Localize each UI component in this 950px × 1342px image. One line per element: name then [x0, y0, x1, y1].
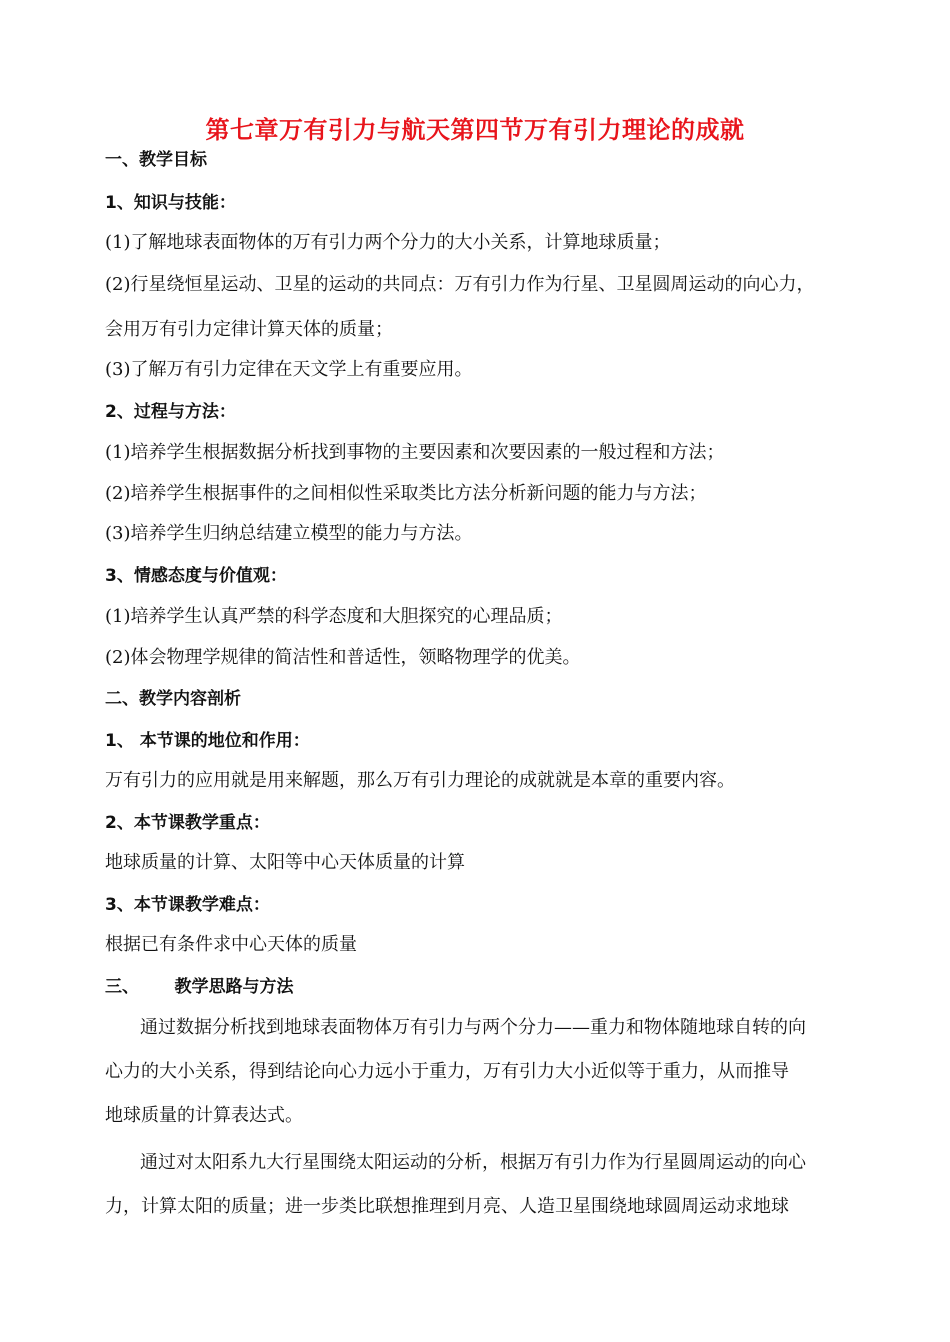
page-title: 第七章万有引力与航天第四节万有引力理论的成就 — [205, 116, 745, 144]
subheading-role: 1、 本节课的地位和作用： — [105, 731, 310, 751]
paragraph-line: (2)行星绕恒星运动、卫星的运动的共同点：万有引力作为行星、卫星圆周运动的向心力， — [105, 274, 815, 295]
paragraph-line: 会用万有引力定律计算天体的质量； — [105, 319, 393, 340]
paragraph-line: 根据已有条件求中心天体的质量 — [105, 934, 357, 955]
subheading-process: 2、过程与方法： — [105, 402, 236, 422]
paragraph-line: (2)体会物理学规律的简洁性和普适性，领略物理学的优美。 — [105, 647, 581, 668]
paragraph-line: (1)了解地球表面物体的万有引力两个分力的大小关系，计算地球质量； — [105, 232, 671, 253]
subheading-key-points: 2、本节课教学重点： — [105, 813, 270, 833]
paragraph-line: 力，计算太阳的质量；进一步类比联想推理到月亮、人造卫星围绕地球圆周运动求地球 — [105, 1196, 789, 1217]
subheading-difficulties: 3、本节课教学难点： — [105, 895, 270, 915]
paragraph-line: (2)培养学生根据事件的之间相似性采取类比方法分析新问题的能力与方法； — [105, 483, 707, 504]
section-heading-content: 二、教学内容剖析 — [105, 689, 241, 709]
subheading-attitude: 3、情感态度与价值观： — [105, 566, 287, 586]
paragraph-line: (1)培养学生根据数据分析找到事物的主要因素和次要因素的一般过程和方法； — [105, 442, 725, 463]
paragraph-line: 通过对太阳系九大行星围绕太阳运动的分析，根据万有引力作为行星圆周运动的向心 — [140, 1152, 806, 1173]
paragraph-line: 万有引力的应用就是用来解题，那么万有引力理论的成就就是本章的重要内容。 — [105, 770, 735, 791]
paragraph-line: 心力的大小关系，得到结论向心力远小于重力，万有引力大小近似等于重力，从而推导 — [105, 1061, 789, 1082]
paragraph-line: (3)了解万有引力定律在天文学上有重要应用。 — [105, 359, 473, 380]
section-heading-method: 三、 教学思路与方法 — [105, 977, 294, 997]
paragraph-line: (1)培养学生认真严禁的科学态度和大胆探究的心理品质； — [105, 606, 563, 627]
paragraph-line: 地球质量的计算、太阳等中心天体质量的计算 — [105, 852, 465, 873]
subheading-knowledge: 1、知识与技能： — [105, 193, 236, 213]
paragraph-line: (3)培养学生归纳总结建立模型的能力与方法。 — [105, 523, 473, 544]
paragraph-line: 通过数据分析找到地球表面物体万有引力与两个分力——重力和物体随地球自转的向 — [140, 1017, 806, 1038]
paragraph-line: 地球质量的计算表达式。 — [105, 1105, 303, 1126]
section-heading-objectives: 一、教学目标 — [105, 150, 207, 170]
